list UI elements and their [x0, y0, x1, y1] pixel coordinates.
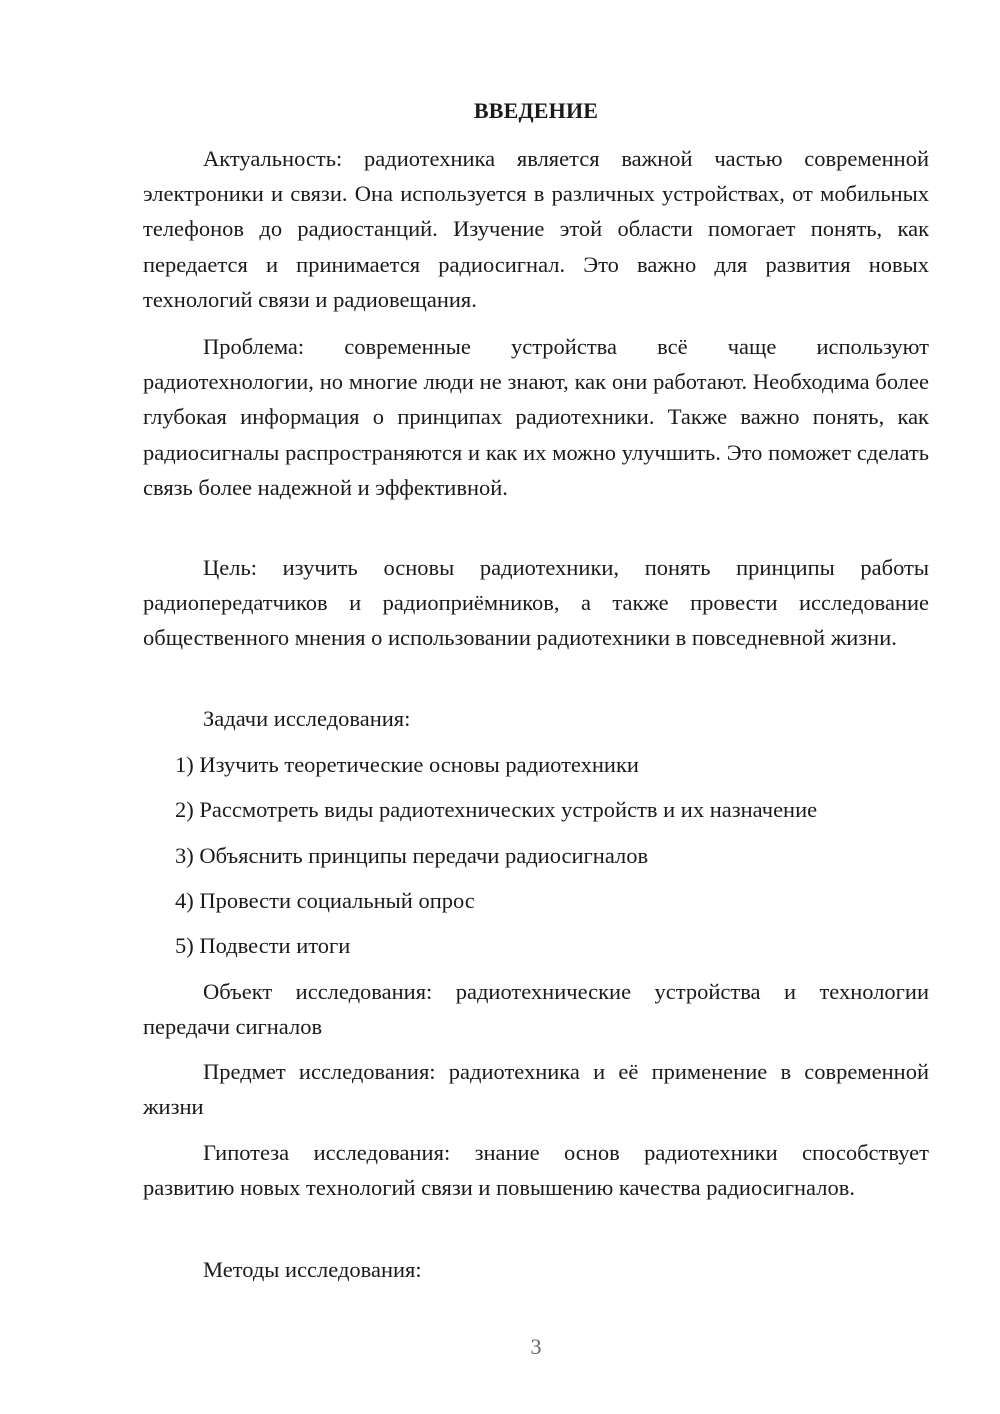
page-title: ВВЕДЕНИЕ: [473, 98, 599, 123]
list-item: 4) Провести социальный опрос: [175, 888, 475, 913]
list-item: 1) Изучить теоретические основы радиотехники: [175, 752, 639, 777]
paragraph-hypothesis: Гипотеза исследования: знание основ радиотехники способствует развитию новых технологий связи и повышению качества радиосигналов.: [143, 1140, 929, 1201]
paragraph-object: Объект исследования: радиотехнические устройства и технологии передачи сигналов: [143, 979, 929, 1040]
list-item: 2) Рассмотреть виды радиотехнических устройств и их назначение: [175, 797, 818, 822]
list-item: 5) Подвести итоги: [175, 933, 351, 958]
methods-title: Методы исследования:: [203, 1257, 422, 1282]
paragraph-problem: Проблема: современные устройства всё чаще используют радиотехнологии, но многие люди не знают, как они работают. Необходима более глубокая информация о принципах радиотехники. Также важно понять, как радиосигналы распространяются и как их можно улучшить. Это поможет сделать связь более надежной и эффективной.: [143, 334, 929, 500]
list-item: 3) Объяснить принципы передачи радиосигналов: [175, 843, 649, 868]
paragraph-relevance: Актуальность: радиотехника является важной частью современной электроники и связи. Она используется в различных устройствах, от мобильных телефонов до радиостанций. Изучение этой области помогает понять, как передается и принимается радиосигнал. Это важно для развития новых технологий связи и радиовещания.: [143, 146, 929, 312]
paragraph-goal: Цель: изучить основы радиотехники, понять принципы работы радиопередатчиков и радиоприёмников, а также провести исследование общественного мнения о использовании радиотехники в повседневной жизни.: [143, 555, 929, 651]
tasks-title: Задачи исследования:: [203, 706, 411, 731]
page-number: 3: [530, 1334, 542, 1359]
paragraph-subject: Предмет исследования: радиотехника и её применение в современной жизни: [143, 1059, 929, 1120]
